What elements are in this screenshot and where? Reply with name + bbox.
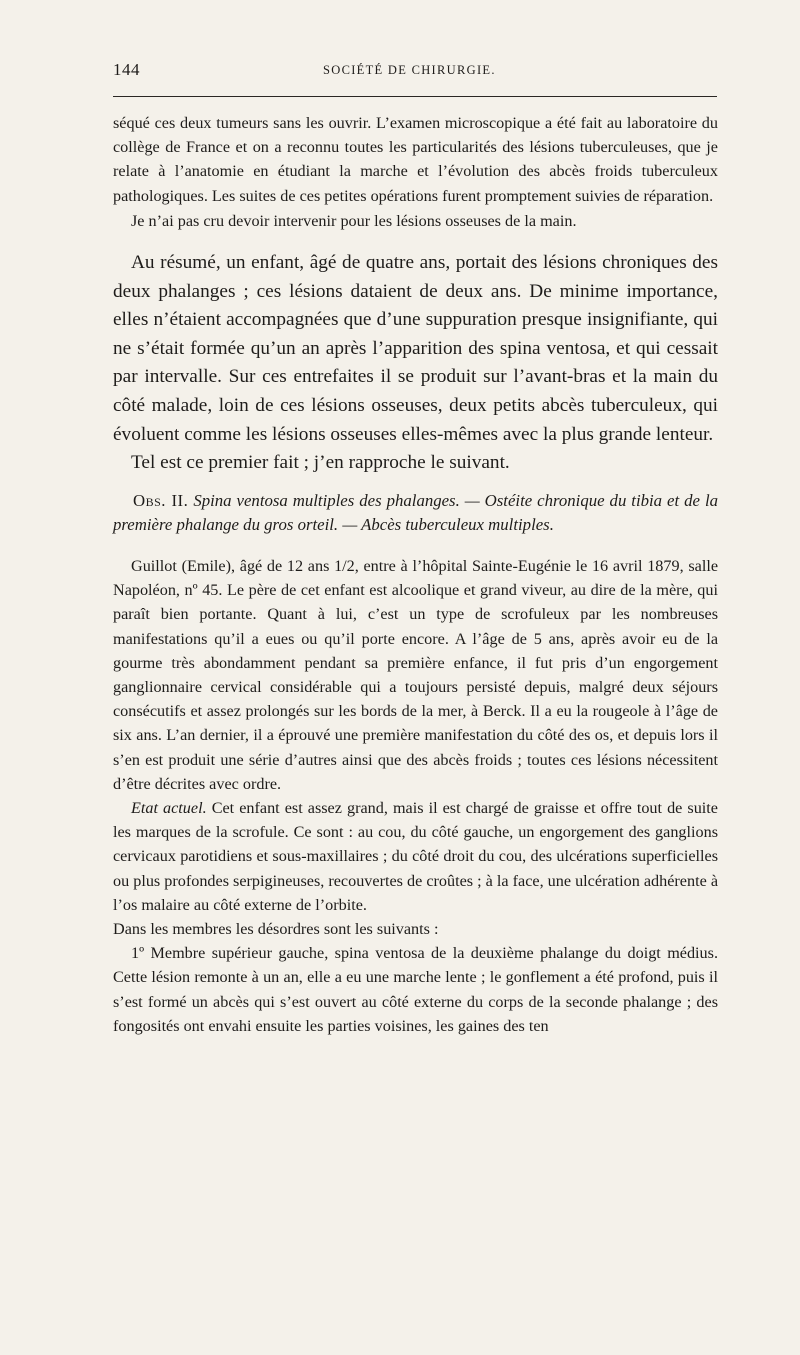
observation-heading [113,489,718,538]
page-header [113,60,717,88]
paragraph-upper-limb: 1º Membre supérieur gauche, spina ventosa de la deuxième phalange du doigt médius. Cette lésion remonte à un an, elle a eu une marche lente ; le gonflement a été profond, puis il s’est formé un abcès qui s’est ouvert au côté externe du corps de la seconde phalange ; des fongosités ont envahi ensuite les parties voisines, les gaines des ten [113,944,718,1035]
page-number: 144 [113,60,140,79]
page-body [113,111,718,1038]
paragraph-limbs-intro: Dans les membres les désordres sont les suivants : [113,920,439,938]
header-rule [113,96,717,97]
running-head: SOCIÉTÉ DE CHIRURGIE. [323,63,496,77]
paragraph-bone-lesions: Je n’ai pas cru devoir intervenir pour les lésions osseuses de la main. [131,211,577,230]
paragraph-first-case: Tel est ce premier fait ; j’en rapproche le suivant. [131,452,510,474]
current-state-text: Cet enfant est assez grand, mais il est chargé de graisse et offre tout de suite les marques de la scrofule. Ce sont : au cou, du côté gauche, un engorgement des ganglions cervicaux parotidiens et sous-maxillaires ; du côté droit du cou, des ulcérations superficielles ou plus profondes serpigineuses, recouvertes de croûtes ; à la face, une ulcération adhérente à l’os malaire au côté externe de l’orbite. [113,798,718,914]
observation-label: Obs. II. [133,490,189,510]
current-state-lead: Etat actuel. [131,798,207,817]
observation-title: Spina ventosa multiples des phalanges. — Ostéite chronique du tibia et de la première phalange du gros orteil. — Abcès tuberculeux multiples. [113,490,718,535]
paragraph-summary: Au résumé, un enfant, âgé de quatre ans, portait des lésions chroniques des deux phalanges ; ces lésions dataient de deux ans. De minime importance, elles n’étaient accompagnées que d’une suppuration presque insignifiante, qui ne s’était formée qu’un an après l’apparition des spina ventosa, et qui cessait par intervalle. Sur ces entrefaites il se produit sur l’avant-bras et la main du côté malade, loin de ces lésions osseuses, deux petits abcès tuberculeux, qui évoluent comme les lésions osseuses elles-mêmes avec la plus grande lenteur. [113,252,718,445]
paragraph-patient-history: Guillot (Emile), âgé de 12 ans 1/2, entre à l’hôpital Sainte-Eugénie le 16 avril 1879, salle Napoléon, nº 45. Le père de cet enfant est alcoolique et grand viveur, au dire de la mère, qui paraît bien portante. Quant à lui, c’est un type de scrofuleux par les nombreuses manifestations qu’il a eues ou qu’il porte encore. A l’âge de 5 ans, après avoir eu de la gourme très abondamment pendant sa première enfance, il fut pris d’un engorgement ganglionnaire cervical considérable qui a toujours persisté depuis, malgré deux séjours consécutifs et assez prolongés sur les bords de la mer, à Berck. Il a eu la rougeole à l’âge de six ans. L’an dernier, il a éprouvé une première manifestation du côté des os, et depuis lors il s’en est produit une série d’autres ainsi que des abcès froids ; toutes ces lésions nécessitent d’être décrites avec ordre. [113,556,718,793]
paragraph-continuation: séqué ces deux tumeurs sans les ouvrir. L’examen microscopique a été fait au laboratoire du collège de France et on a reconnu toutes les particularités des lésions tuberculeuses, que je relate à l’anatomie en étudiant la marche et l’évolution des abcès froids tuberculeux pathologiques. Les suites de ces petites opérations furent promptement suivies de réparation. [113,114,718,205]
paragraph-current-state [113,796,718,917]
